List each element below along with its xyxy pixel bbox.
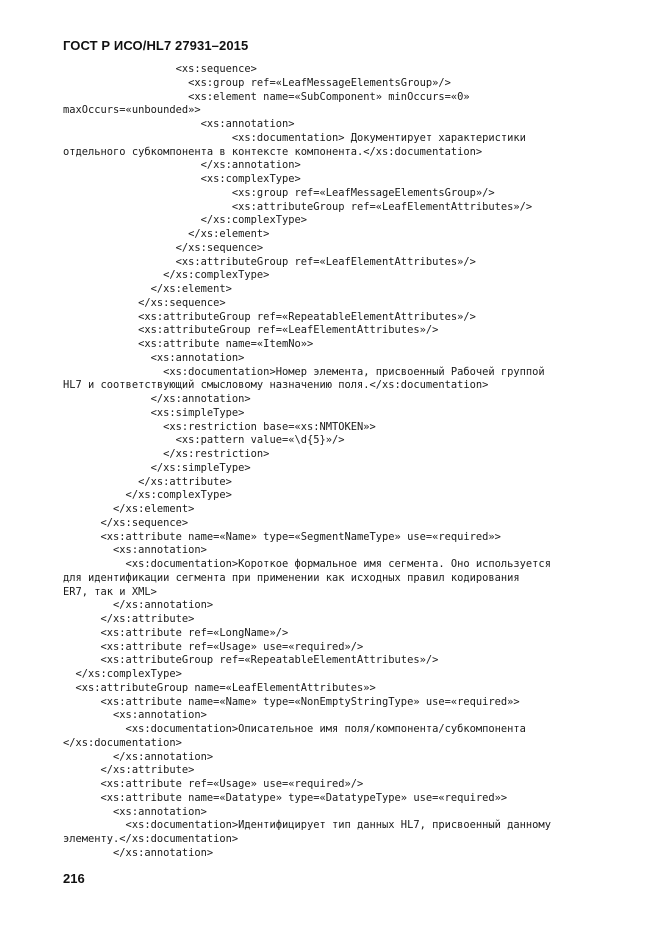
code-line: </xs:element> [63, 503, 195, 515]
code-line: <xs:attribute ref=«Usage» use=«required»/> [63, 640, 364, 653]
code-line: <xs:attributeGroup ref=«LeafElementAttributes»/> [63, 324, 439, 337]
code-line: для идентификации сегмента при применении как исходных правил кодирования [63, 571, 520, 584]
code-line: <xs:attributeGroup ref=«RepeatableElementAttributes»/> [63, 310, 476, 323]
code-line: <xs:attributeGroup name=«LeafElementAttributes»> [63, 681, 376, 694]
code-line: <xs:simpleType> [63, 406, 245, 419]
code-line: </xs:attribute> [63, 764, 195, 777]
code-line: <xs:attribute ref=«LongName»/> [63, 626, 289, 639]
code-line: maxOccurs=«unbounded»> [63, 104, 201, 117]
code-line: <xs:attributeGroup ref=«RepeatableElementAttributes»/> [63, 654, 439, 667]
code-line: </xs:annotation> [63, 846, 214, 859]
code-line: </xs:annotation> [63, 750, 214, 763]
code-line: </xs:annotation> [63, 159, 301, 172]
code-line: <xs:attribute name=«Datatype» type=«DatatypeType» use=«required»> [63, 791, 508, 804]
code-line: <xs:attributeGroup ref=«LeafElementAttributes»/> [63, 255, 476, 268]
code-line: </xs:restriction> [63, 448, 270, 460]
xml-schema-code-block [63, 63, 653, 861]
code-line: </xs:sequence> [63, 241, 264, 254]
code-line: </xs:documentation> [63, 736, 182, 749]
code-line: <xs:documentation> Документирует характеристики [63, 131, 526, 144]
code-line: <xs:documentation>Идентифицирует тип данных HL7, присвоенный данному [63, 819, 551, 832]
document-header: ГОСТ Р ИСО/HL7 27931–2015 [63, 38, 249, 53]
code-line: <xs:documentation>Короткое формальное имя сегмента. Оно используется [63, 558, 551, 570]
code-line: </xs:complexType> [63, 489, 232, 502]
code-line: <xs:annotation> [63, 118, 295, 130]
code-line: отдельного субкомпонента в контексте компонента.</xs:documentation> [63, 145, 483, 158]
code-line: </xs:annotation> [63, 599, 214, 612]
code-line: </xs:attribute> [63, 613, 195, 625]
code-line: </xs:attribute> [63, 475, 232, 488]
code-line: <xs:complexType> [63, 173, 301, 185]
code-line: <xs:attribute ref=«Usage» use=«required»/> [63, 778, 364, 790]
code-line: <xs:attribute name=«Name» type=«NonEmptyStringType» use=«required»> [63, 695, 520, 708]
code-line: ER7, так и XML> [63, 585, 157, 598]
code-line: </xs:complexType> [63, 668, 182, 680]
code-line: <xs:pattern value=«\d{5}»/> [63, 434, 345, 447]
code-line: </xs:sequence> [63, 516, 189, 529]
code-line: <xs:group ref=«LeafMessageElementsGroup»/> [63, 76, 451, 89]
code-line: </xs:complexType> [63, 269, 270, 282]
code-line: <xs:annotation> [63, 805, 207, 818]
code-line: <xs:restriction base=«xs:NMTOKEN»> [63, 420, 376, 433]
code-line: </xs:element> [63, 283, 232, 295]
code-line: <xs:group ref=«LeafMessageElementsGroup»/> [63, 186, 495, 199]
code-line: <xs:attribute name=«ItemNo»> [63, 338, 314, 350]
code-line: </xs:simpleType> [63, 461, 251, 474]
code-line: <xs:annotation> [63, 709, 207, 722]
code-line: </xs:complexType> [63, 214, 307, 227]
page-number: 216 [63, 871, 85, 886]
code-line: <xs:element name=«SubComponent» minOccurs=«0» [63, 90, 470, 103]
code-line: </xs:element> [63, 228, 270, 240]
code-line: </xs:sequence> [63, 296, 226, 309]
code-line: <xs:attribute name=«Name» type=«SegmentNameType» use=«required»> [63, 530, 501, 543]
code-line: </xs:annotation> [63, 393, 251, 405]
code-line: элементу.</xs:documentation> [63, 833, 239, 845]
code-line: <xs:documentation>Номер элемента, присвоенный Рабочей группой [63, 365, 545, 378]
code-line: <xs:annotation> [63, 351, 245, 364]
code-line: <xs:documentation>Описательное имя поля/компонента/субкомпонента [63, 723, 526, 735]
code-line: HL7 и соответствующий смысловому назначению поля.</xs:documentation> [63, 379, 489, 392]
code-line: <xs:attributeGroup ref=«LeafElementAttributes»/> [63, 200, 533, 213]
code-line: <xs:sequence> [63, 63, 257, 75]
code-line: <xs:annotation> [63, 544, 207, 557]
